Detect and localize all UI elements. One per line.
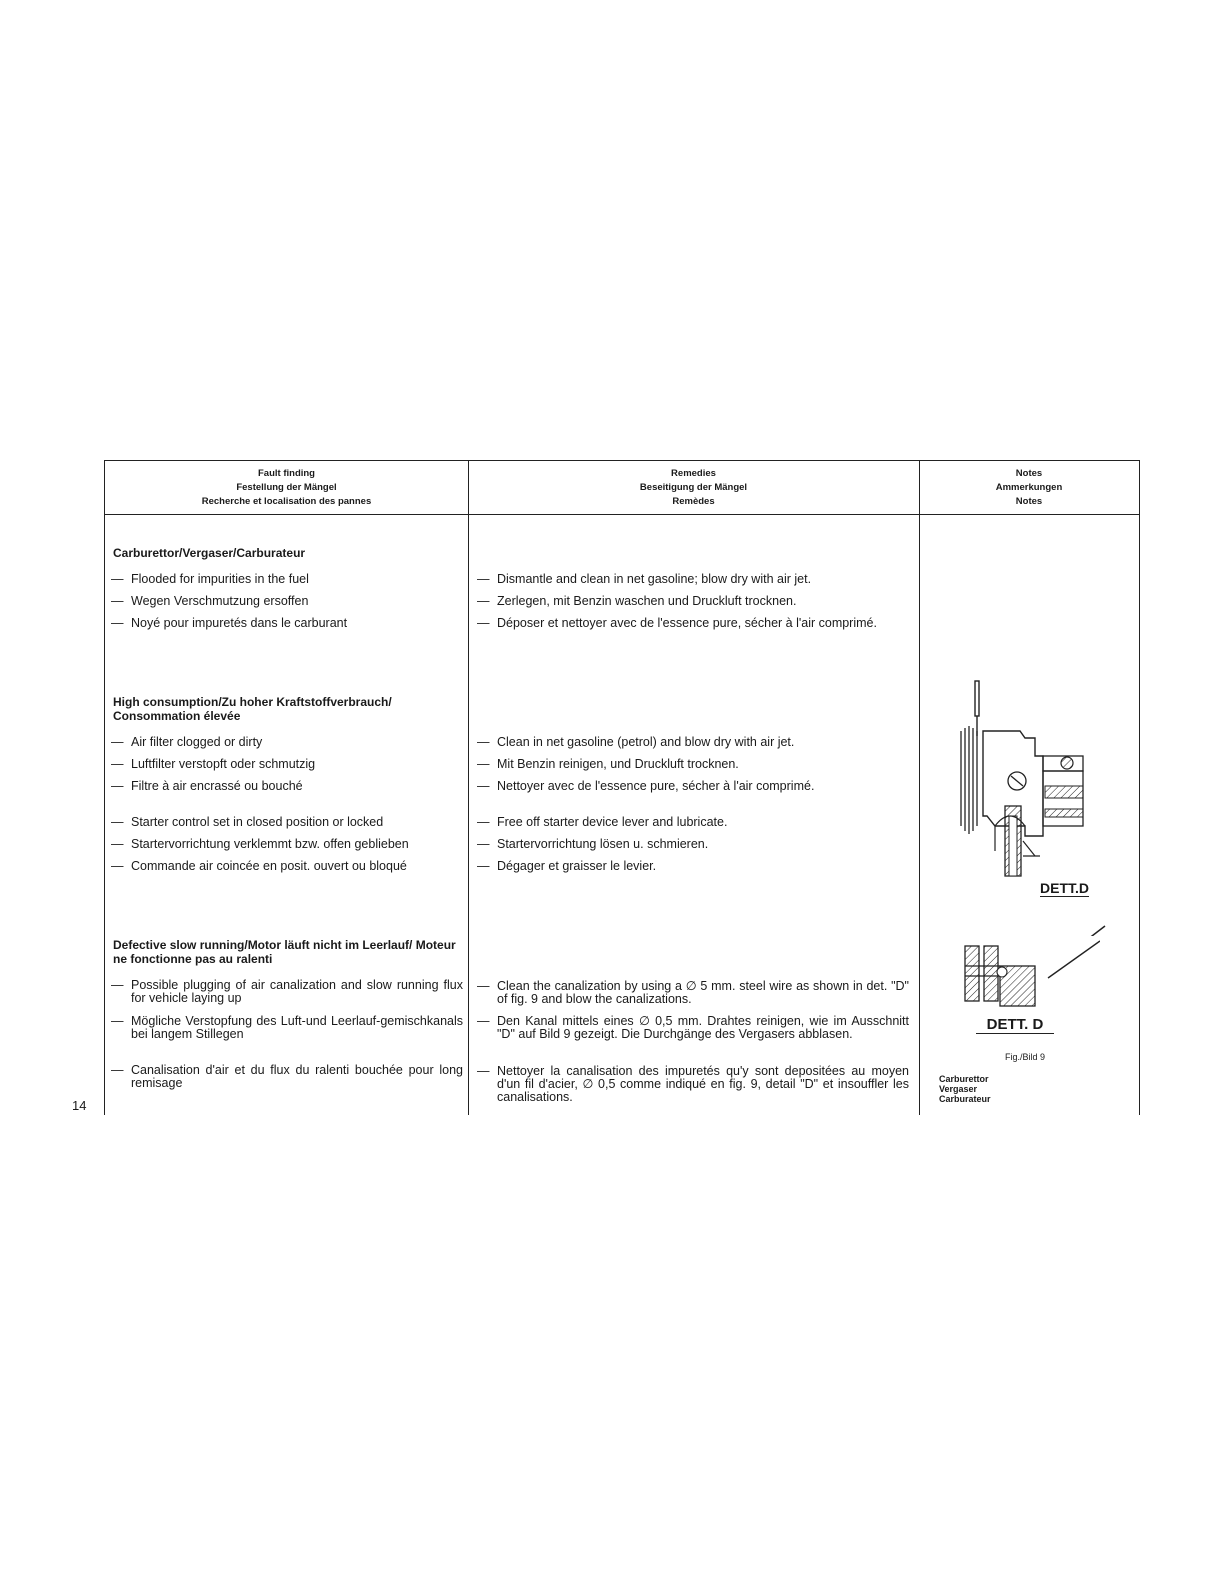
- header-line: Notes: [1015, 468, 1043, 479]
- column-divider: [468, 461, 469, 1115]
- header-fault-finding: [105, 467, 468, 509]
- detail-label-bottom: DETT. D: [976, 1017, 1054, 1034]
- header-line: Recherche et localisation des pannes: [201, 496, 372, 507]
- caption-line: Carburettor: [939, 1074, 989, 1084]
- remedy-item: — Dismantle and clean in net gasoline; blow dry with air jet.: [477, 572, 812, 586]
- remedy-item: — Clean in net gasoline (petrol) and blow dry with air jet.: [477, 735, 795, 749]
- remedy-item: — Déposer et nettoyer avec de l'essence pure, sécher à l'air comprimé.: [477, 616, 877, 630]
- figure-number: Fig./Bild 9: [1005, 1052, 1046, 1062]
- remedy-item: — Dégager et graisser le levier.: [477, 859, 657, 873]
- carburettor-drawing: [935, 676, 1135, 936]
- figure-caption: [939, 1074, 991, 1104]
- fault-item: — Commande air coincée en posit. ouvert ou bloqué: [111, 859, 407, 873]
- header-remedies: [468, 467, 919, 509]
- header-divider: [105, 514, 1139, 515]
- remedy-item: — Nettoyer la canalisation des impuretés qu'y sont depositées au moyen d'un fil d'acier, ∅ 0,5 comme indiqué en fig. 9, detail "D" et insouffler les canalisations.: [477, 1064, 909, 1104]
- header-line: Remèdes: [672, 496, 715, 507]
- fault-item: — Starter control set in closed position or locked: [111, 815, 384, 829]
- header-notes: [919, 467, 1139, 509]
- fault-item: — Air filter clogged or dirty: [111, 735, 263, 749]
- fault-finding-table: [104, 460, 1140, 1115]
- fault-item: — Flooded for impurities in the fuel: [111, 572, 309, 586]
- section-title: High consumption/Zu hoher Kraftstoffverbrauch/ Consommation élevée: [113, 695, 392, 723]
- caption-line: Carburateur: [939, 1094, 991, 1104]
- header-line: Remedies: [671, 468, 716, 479]
- fault-item: — Noyé pour impuretés dans le carburant: [111, 616, 348, 630]
- page-number: 14: [72, 1098, 87, 1113]
- remedy-item: — Startervorrichtung lösen u. schmieren.: [477, 837, 709, 851]
- remedy-item: — Nettoyer avec de l'essence pure, sécher à l'air comprimé.: [477, 779, 815, 793]
- header-line: Fault finding: [258, 468, 315, 479]
- remedy-item: — Den Kanal mittels eines ∅ 0,5 mm. Drahtes reinigen, wie im Ausschnitt "D" auf Bild 9 gezeigt. Die Durchgänge des Vergasers abblasen.: [477, 1014, 909, 1041]
- detail-d-drawing: [960, 936, 1100, 1016]
- section-title: Carburettor/Vergaser/Carburateur: [113, 546, 306, 560]
- column-divider: [919, 461, 920, 1115]
- fault-item: — Filtre à air encrassé ou bouché: [111, 779, 303, 793]
- fault-item: — Luftfilter verstopft oder schmutzig: [111, 757, 316, 771]
- remedy-item: — Free off starter device lever and lubricate.: [477, 815, 728, 829]
- fault-item: — Startervorrichtung verklemmt bzw. offen geblieben: [111, 837, 409, 851]
- section-title: Defective slow running/Motor läuft nicht im Leerlauf/ Moteur ne fonctionne pas au ralenti: [113, 938, 456, 966]
- remedy-item: — Mit Benzin reinigen, und Druckluft trocknen.: [477, 757, 739, 771]
- detail-label-top: DETT.D: [1040, 880, 1089, 896]
- caption-line: Vergaser: [939, 1084, 978, 1094]
- fault-item: — Mögliche Verstopfung des Luft-und Leerlauf-gemischkanals bei langem Stillegen: [111, 1014, 463, 1041]
- fault-item: — Wegen Verschmutzung ersoffen: [111, 594, 309, 608]
- fault-item: — Possible plugging of air canalization and slow running flux for vehicle laying up: [111, 978, 463, 1005]
- header-line: Ammerkungen: [995, 482, 1063, 493]
- header-line: Notes: [1015, 496, 1043, 507]
- header-line: Festellung der Mängel: [236, 482, 337, 493]
- fault-item: — Canalisation d'air et du flux du ralenti bouchée pour long remisage: [111, 1063, 463, 1090]
- remedy-item: — Clean the canalization by using a ∅ 5 mm. steel wire as shown in det. "D" of fig. 9 and blow the canalizations.: [477, 979, 909, 1006]
- remedy-item: — Zerlegen, mit Benzin waschen und Druckluft trocknen.: [477, 594, 797, 608]
- header-line: Beseitigung der Mängel: [639, 482, 748, 493]
